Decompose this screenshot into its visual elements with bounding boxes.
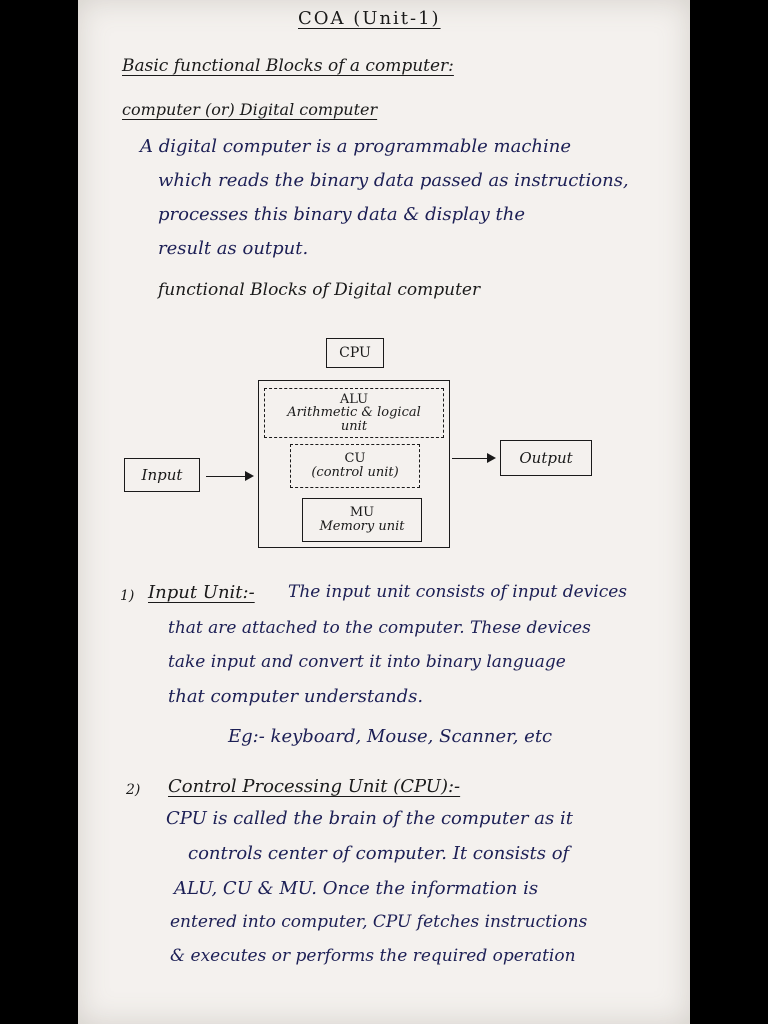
section1-line-3: take input and convert it into binary language: [168, 652, 566, 672]
alu-label: ALU: [339, 391, 369, 407]
mu-label: MU: [349, 505, 375, 521]
section1-line-4: that computer understands.: [168, 686, 424, 707]
sub-heading: computer (or) Digital computer: [122, 100, 378, 119]
input-block: [124, 458, 200, 492]
section2-heading: Control Processing Unit (CPU):-: [168, 776, 461, 797]
intro-line-3: processes this binary data & display the: [158, 204, 526, 225]
section1-heading: Input Unit:-: [148, 582, 255, 603]
alu-block: [264, 388, 444, 438]
page-title: COA (Unit-1): [298, 8, 441, 29]
intro-line-2: which reads the binary data passed as instructions,: [158, 170, 629, 191]
cpu-label-box: [326, 338, 384, 368]
section2-line-3: ALU, CU & MU. Once the information is: [174, 878, 539, 899]
output-arrow: [452, 458, 494, 459]
section2-line-1: CPU is called the brain of the computer as it: [166, 808, 573, 829]
section2-number: 2): [126, 782, 141, 798]
cu-label: CU: [344, 451, 366, 467]
output-block: [500, 440, 592, 476]
section1-line-1: The input unit consists of input devices: [288, 582, 627, 602]
mu-block: [302, 498, 422, 542]
notebook-page: [78, 0, 690, 1024]
section2-line-4: entered into computer, CPU fetches instructions: [170, 912, 588, 932]
section2-line-2: controls center of computer. It consists of: [188, 843, 570, 864]
section1-line-2: that are attached to the computer. These devices: [168, 618, 591, 638]
input-label: Input: [141, 466, 183, 484]
section1-number: 1): [120, 588, 135, 604]
section2-line-5: & executes or performs the required operation: [170, 946, 576, 966]
intro-line-4: result as output.: [158, 238, 309, 259]
input-arrow: [206, 476, 252, 477]
alu-description-unit: unit: [340, 418, 368, 434]
cu-block: [290, 444, 420, 488]
section1-example: Eg:- keyboard, Mouse, Scanner, etc: [228, 726, 553, 747]
main-heading: Basic functional Blocks of a computer:: [122, 56, 454, 76]
intro-line-1: A digital computer is a programmable machine: [140, 136, 572, 157]
cu-description: (control unit): [311, 465, 399, 480]
diagram-heading: functional Blocks of Digital computer: [158, 280, 481, 300]
output-label: Output: [519, 449, 573, 467]
cpu-label: CPU: [339, 345, 371, 361]
alu-description: Arithmetic & logical: [287, 405, 421, 421]
mu-description: Memory unit: [319, 519, 405, 534]
